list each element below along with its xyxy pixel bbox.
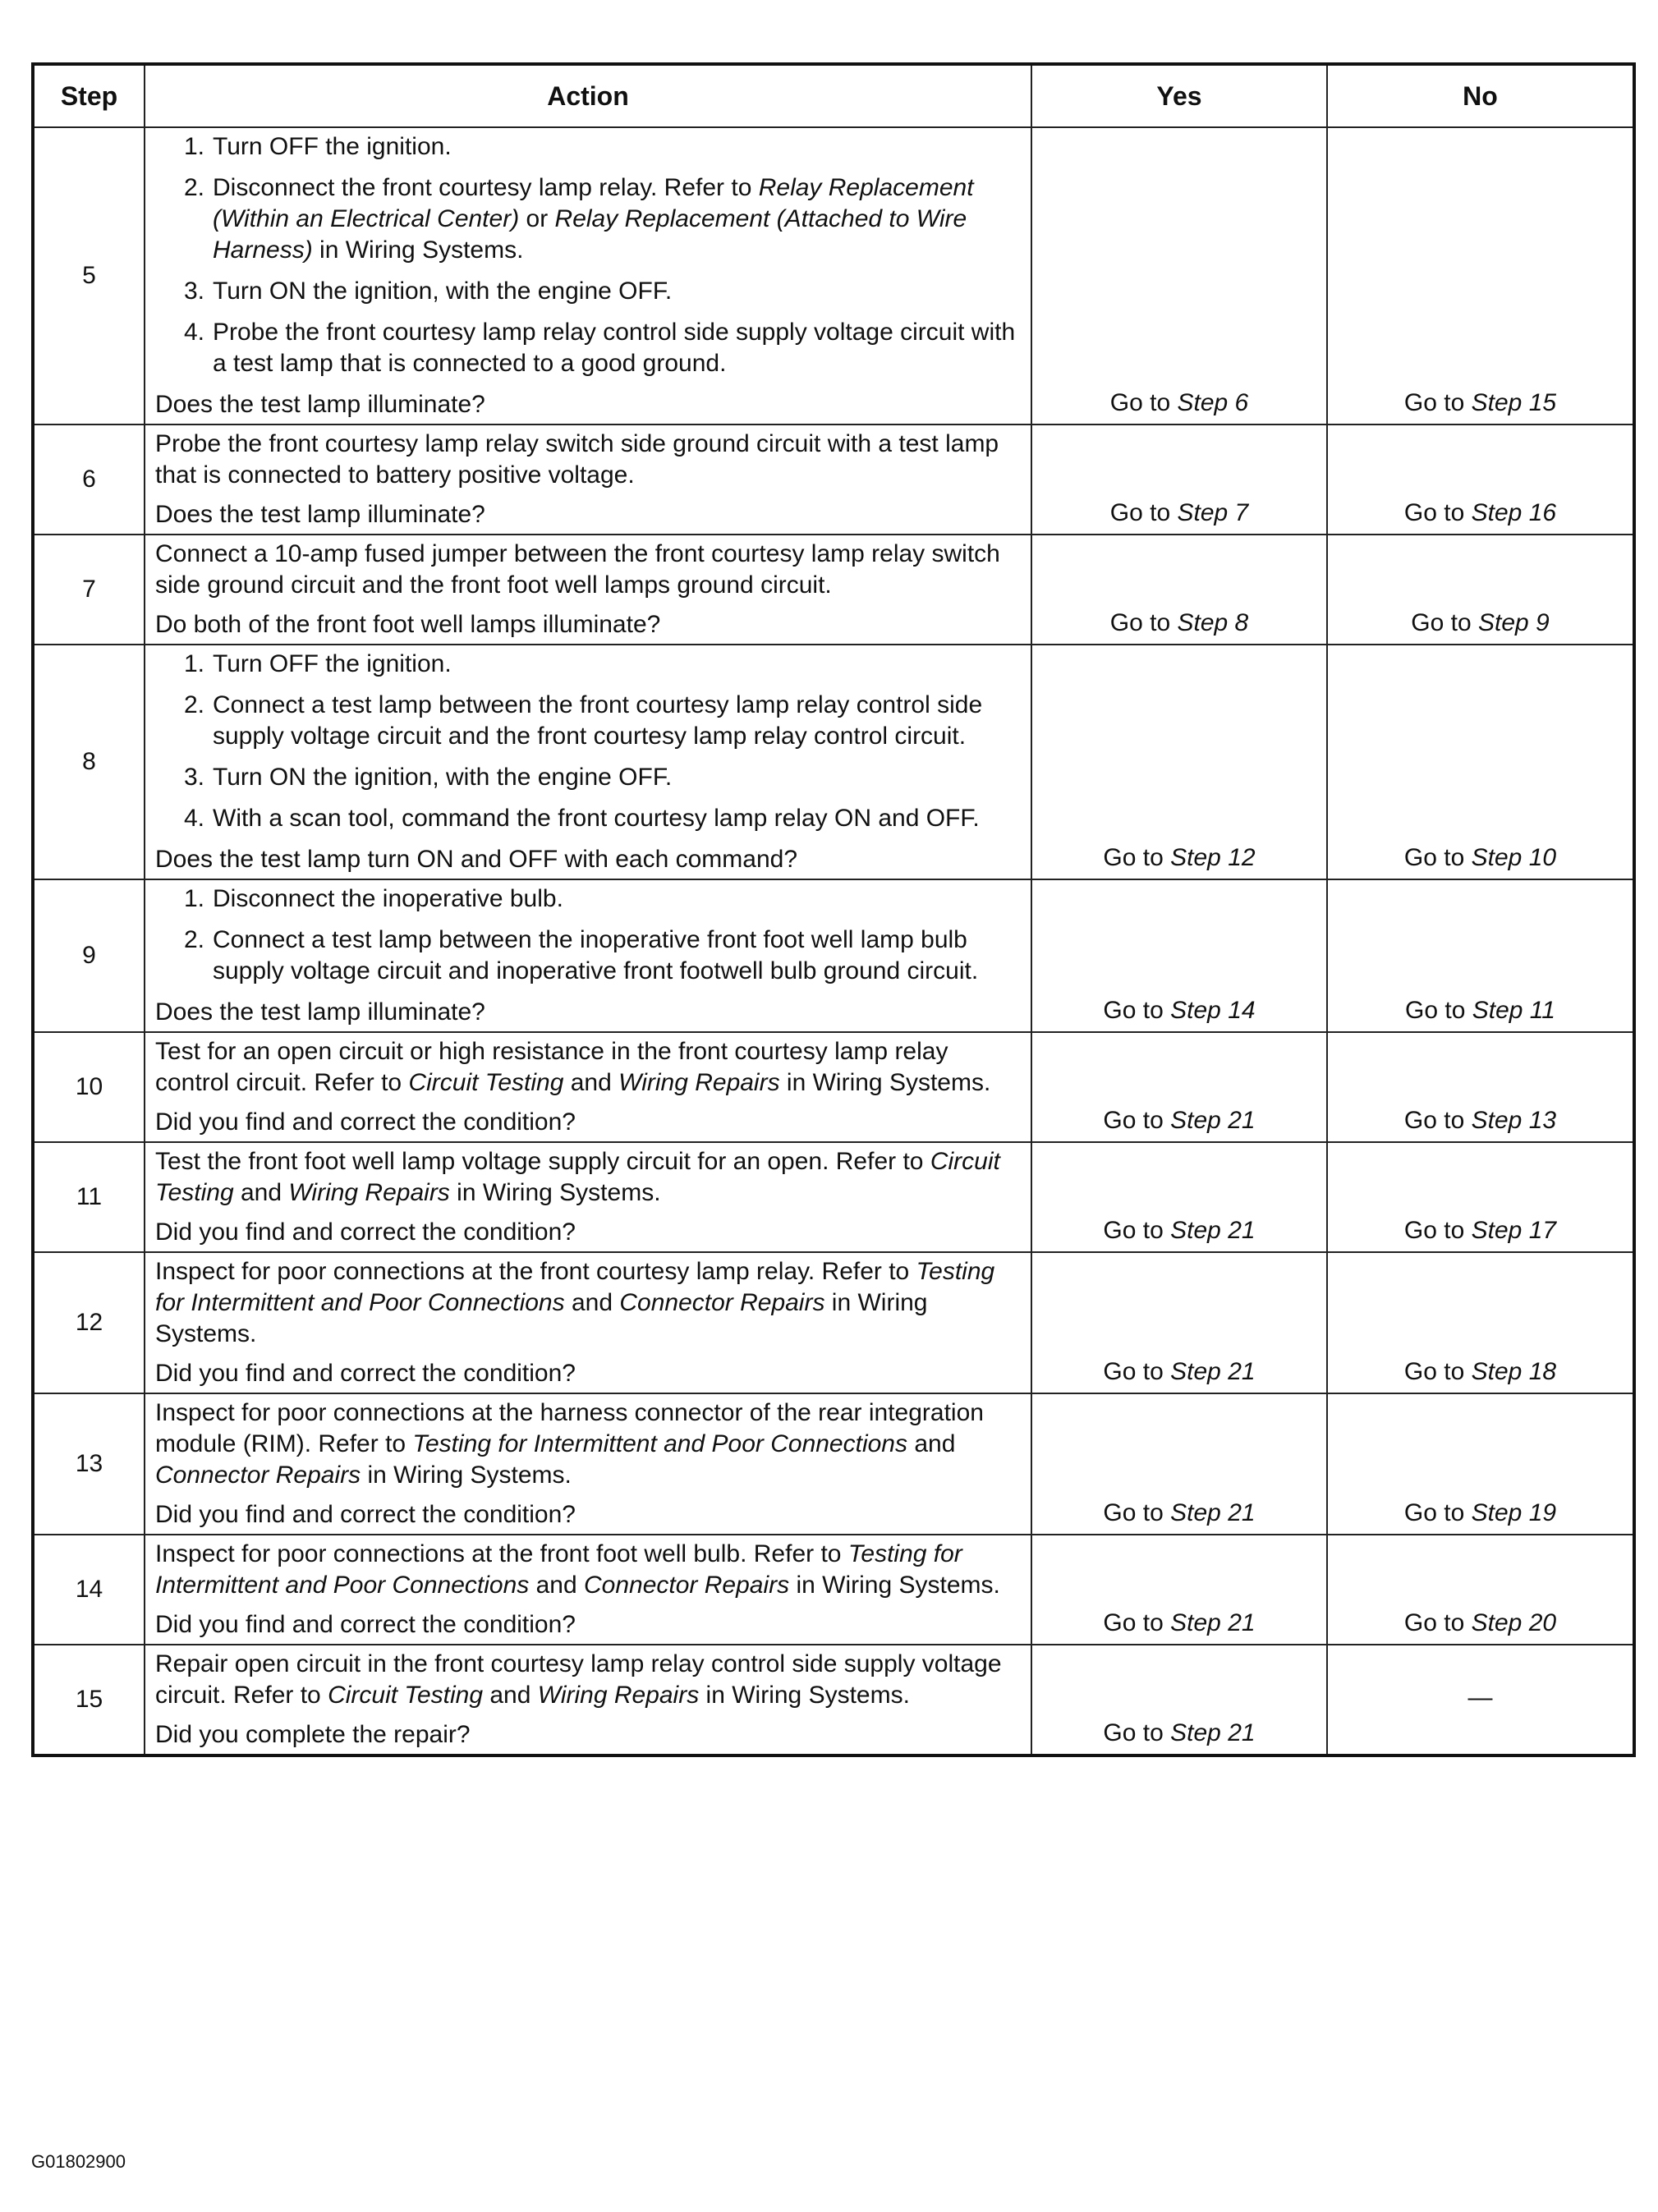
reference-text: Testing for Intermittent and Poor Connections <box>155 1540 962 1599</box>
action-text <box>155 539 1021 601</box>
goto-prefix: Go to <box>1403 499 1465 526</box>
goto-prefix: Go to <box>1109 389 1171 416</box>
goto-step-link: Step 18 <box>1471 1358 1557 1385</box>
goto-step-link: Step 9 <box>1477 609 1550 636</box>
list-item-text <box>213 172 1021 266</box>
list-item-text <box>213 690 1021 752</box>
reference-text: Testing for Intermittent and Poor Connections <box>155 1258 995 1316</box>
goto-step-link: Step 7 <box>1177 499 1249 526</box>
goto-prefix: Go to <box>1403 1358 1465 1385</box>
goto-prefix: Go to <box>1403 1217 1465 1244</box>
diagnostic-table-container <box>31 62 1633 1757</box>
list-item <box>155 172 1021 266</box>
step-number: 13 <box>33 1393 145 1535</box>
reference-text: Relay Replacement (Attached to Wire Harness) <box>213 205 967 264</box>
list-item-text <box>213 131 1021 163</box>
text-run: Inspect for poor connections at the front courtesy lamp relay. Refer to <box>155 1258 916 1285</box>
goto-step-link: Step 21 <box>1170 1499 1256 1526</box>
table-row <box>33 645 1634 879</box>
goto-prefix: Go to <box>1103 1609 1164 1636</box>
text-run: Inspect for poor connections at the front foot well bulb. Refer to <box>155 1540 848 1567</box>
yes-cell <box>1031 645 1327 879</box>
action-text <box>155 1036 1021 1099</box>
no-dash: — <box>1467 1683 1493 1711</box>
list-item-text <box>213 762 1021 793</box>
text-run: or <box>519 205 555 232</box>
header-step: Step <box>33 64 145 127</box>
action-cell <box>145 1142 1031 1252</box>
goto-prefix: Go to <box>1403 1499 1465 1526</box>
list-item <box>155 131 1021 163</box>
yes-cell <box>1031 535 1327 645</box>
goto-step-link: Step 21 <box>1170 1107 1256 1134</box>
text-run: Turn ON the ignition, with the engine OFF. <box>213 764 673 791</box>
goto-step-link: Step 15 <box>1471 389 1557 416</box>
text-run: Disconnect the front courtesy lamp relay. Refer to <box>213 174 759 201</box>
text-run: Probe the front courtesy lamp relay control side supply voltage circuit with a test lamp that is connected to a good ground. <box>213 319 1016 377</box>
step-number: 5 <box>33 127 145 425</box>
step-number: 12 <box>33 1252 145 1393</box>
text-run: Disconnect the inoperative bulb. <box>213 885 563 912</box>
no-cell <box>1327 127 1634 425</box>
goto-step-link: Step 21 <box>1170 1609 1256 1636</box>
goto-step-link: Step 21 <box>1170 1217 1256 1244</box>
reference-text: Relay Replacement (Within an Electrical Center) <box>213 174 974 232</box>
action-text <box>155 429 1021 491</box>
list-item-text <box>213 925 1021 987</box>
action-question: Did you complete the repair? <box>155 1721 471 1748</box>
table-row <box>33 879 1634 1032</box>
list-item <box>155 276 1021 307</box>
action-question: Does the test lamp illuminate? <box>155 391 485 418</box>
no-cell <box>1327 425 1634 535</box>
action-question: Do both of the front foot well lamps illuminate? <box>155 611 661 638</box>
yes-cell <box>1031 1645 1327 1755</box>
step-number: 6 <box>33 425 145 535</box>
table-body <box>33 127 1634 1755</box>
text-run: With a scan tool, command the front courtesy lamp relay ON and OFF. <box>213 805 980 832</box>
list-item <box>155 690 1021 752</box>
list-item <box>155 803 1021 834</box>
goto-step-link: Step 10 <box>1471 844 1557 871</box>
action-question: Did you find and correct the condition? <box>155 1360 576 1387</box>
goto-step-link: Step 21 <box>1170 1358 1256 1385</box>
text-run: and <box>529 1572 584 1599</box>
list-item <box>155 883 1021 915</box>
list-item-number: 1. <box>183 885 204 912</box>
goto-step-link: Step 14 <box>1170 997 1256 1024</box>
table-row <box>33 535 1634 645</box>
figure-id: G01802900 <box>31 2151 126 2172</box>
goto-step-link: Step 20 <box>1471 1609 1557 1636</box>
table-row <box>33 1645 1634 1755</box>
action-steps-list <box>155 131 1021 379</box>
list-item-number: 2. <box>183 926 204 953</box>
text-run: in Wiring Systems. <box>449 1179 661 1206</box>
step-number: 11 <box>33 1142 145 1252</box>
action-cell <box>145 1535 1031 1645</box>
no-cell <box>1327 879 1634 1032</box>
text-run: Connect a test lamp between the inoperative front foot well lamp bulb supply voltage circuit and inoperative front footwell bulb ground circuit. <box>213 926 979 984</box>
step-number: 7 <box>33 535 145 645</box>
text-run: Probe the front courtesy lamp relay switch side ground circuit with a test lamp that is connected to battery positive voltage. <box>155 430 999 489</box>
step-number: 8 <box>33 645 145 879</box>
text-run: Connect a 10-amp fused jumper between the front courtesy lamp relay switch side ground circuit and the front foot well lamps ground circuit. <box>155 540 1000 599</box>
goto-prefix: Go to <box>1103 844 1164 871</box>
text-run: Turn OFF the ignition. <box>213 133 452 160</box>
text-run: Inspect for poor connections at the harness connector of the rear integration module (RIM). Refer to <box>155 1399 984 1457</box>
action-question: Did you find and correct the condition? <box>155 1611 576 1638</box>
reference-text: Wiring Repairs <box>537 1682 700 1709</box>
text-run: and <box>233 1179 289 1206</box>
text-run: and <box>907 1430 956 1457</box>
list-item-text <box>213 649 1021 680</box>
step-number: 15 <box>33 1645 145 1755</box>
no-cell <box>1327 1142 1634 1252</box>
text-run: and <box>564 1289 620 1316</box>
action-steps-list <box>155 883 1021 987</box>
action-question: Did you find and correct the condition? <box>155 1501 576 1528</box>
action-cell <box>145 879 1031 1032</box>
list-item-number: 2. <box>183 174 204 201</box>
action-cell <box>145 425 1031 535</box>
goto-step-link: Step 8 <box>1177 609 1249 636</box>
action-cell <box>145 127 1031 425</box>
text-run: Turn OFF the ignition. <box>213 650 452 677</box>
no-cell <box>1327 1645 1634 1755</box>
text-run: and <box>563 1069 619 1096</box>
goto-step-link: Step 6 <box>1177 389 1249 416</box>
table-row <box>33 1142 1634 1252</box>
text-run: Test the front foot well lamp voltage supply circuit for an open. Refer to <box>155 1148 930 1175</box>
list-item-number: 4. <box>183 805 204 832</box>
goto-prefix: Go to <box>1109 609 1171 636</box>
goto-prefix: Go to <box>1103 1719 1164 1746</box>
list-item-number: 1. <box>183 650 204 677</box>
goto-step-link: Step 19 <box>1471 1499 1557 1526</box>
goto-step-link: Step 13 <box>1471 1107 1557 1134</box>
action-text <box>155 1397 1021 1491</box>
action-cell <box>145 1252 1031 1393</box>
action-question: Did you find and correct the condition? <box>155 1108 576 1136</box>
goto-prefix: Go to <box>1103 997 1164 1024</box>
list-item-text <box>213 803 1021 834</box>
action-steps-list <box>155 649 1021 834</box>
text-run: Test for an open circuit or high resistance in the front courtesy lamp relay control circuit. Refer to <box>155 1038 948 1096</box>
action-text <box>155 1146 1021 1209</box>
goto-prefix: Go to <box>1103 1358 1164 1385</box>
step-number: 9 <box>33 879 145 1032</box>
action-cell <box>145 1032 1031 1142</box>
table-row <box>33 1535 1634 1645</box>
list-item <box>155 925 1021 987</box>
goto-step-link: Step 21 <box>1170 1719 1256 1746</box>
yes-cell <box>1031 127 1327 425</box>
action-cell <box>145 535 1031 645</box>
reference-text: Connector Repairs <box>584 1572 790 1599</box>
text-run: in Wiring Systems. <box>699 1682 910 1709</box>
reference-text: Circuit Testing <box>155 1148 1000 1206</box>
text-run: in Wiring Systems. <box>361 1462 572 1489</box>
reference-text: Wiring Repairs <box>288 1179 450 1206</box>
action-cell <box>145 1393 1031 1535</box>
action-question: Does the test lamp illuminate? <box>155 501 485 528</box>
no-cell <box>1327 1535 1634 1645</box>
text-run: in Wiring Systems. <box>155 1289 928 1347</box>
no-cell <box>1327 1032 1634 1142</box>
no-cell <box>1327 535 1634 645</box>
reference-text: Connector Repairs <box>619 1289 825 1316</box>
action-cell <box>145 1645 1031 1755</box>
yes-cell <box>1031 1142 1327 1252</box>
list-item-number: 3. <box>183 278 204 305</box>
list-item-number: 3. <box>183 764 204 791</box>
goto-prefix: Go to <box>1411 609 1472 636</box>
table-row <box>33 1393 1634 1535</box>
goto-prefix: Go to <box>1403 389 1465 416</box>
list-item-number: 2. <box>183 691 204 718</box>
list-item <box>155 317 1021 379</box>
goto-step-link: Step 16 <box>1471 499 1557 526</box>
no-cell <box>1327 1252 1634 1393</box>
reference-text: Circuit Testing <box>408 1069 564 1096</box>
goto-step-link: Step 11 <box>1472 997 1555 1024</box>
list-item-number: 4. <box>183 319 204 346</box>
list-item-text <box>213 883 1021 915</box>
yes-cell <box>1031 1032 1327 1142</box>
step-number: 14 <box>33 1535 145 1645</box>
diagnostic-table <box>31 62 1636 1757</box>
yes-cell <box>1031 1252 1327 1393</box>
goto-prefix: Go to <box>1109 499 1171 526</box>
reference-text: Connector Repairs <box>155 1462 361 1489</box>
goto-step-link: Step 17 <box>1471 1217 1557 1244</box>
list-item <box>155 762 1021 793</box>
text-run: and <box>483 1682 538 1709</box>
goto-prefix: Go to <box>1403 1107 1465 1134</box>
yes-cell <box>1031 879 1327 1032</box>
yes-cell <box>1031 1535 1327 1645</box>
list-item-text <box>213 317 1021 379</box>
goto-prefix: Go to <box>1103 1107 1164 1134</box>
action-question: Does the test lamp turn ON and OFF with each command? <box>155 846 798 873</box>
list-item-number: 1. <box>183 133 204 160</box>
yes-cell <box>1031 425 1327 535</box>
goto-prefix: Go to <box>1403 844 1465 871</box>
table-row <box>33 1252 1634 1393</box>
goto-prefix: Go to <box>1405 997 1466 1024</box>
action-question: Did you find and correct the condition? <box>155 1218 576 1246</box>
goto-prefix: Go to <box>1403 1609 1465 1636</box>
goto-prefix: Go to <box>1103 1217 1164 1244</box>
action-question: Does the test lamp illuminate? <box>155 998 485 1026</box>
action-text <box>155 1539 1021 1601</box>
goto-step-link: Step 12 <box>1170 844 1256 871</box>
action-text <box>155 1649 1021 1711</box>
table-header-row <box>33 64 1634 127</box>
header-no: No <box>1327 64 1634 127</box>
reference-text: Circuit Testing <box>328 1682 484 1709</box>
text-run: in Wiring Systems. <box>779 1069 991 1096</box>
text-run: in Wiring Systems. <box>312 236 524 264</box>
text-run: Turn ON the ignition, with the engine OFF. <box>213 278 673 305</box>
action-cell <box>145 645 1031 879</box>
yes-cell <box>1031 1393 1327 1535</box>
no-cell <box>1327 645 1634 879</box>
header-action: Action <box>145 64 1031 127</box>
text-run: Repair open circuit in the front courtesy lamp relay control side supply voltage circuit. Refer to <box>155 1650 1002 1709</box>
reference-text: Testing for Intermittent and Poor Connections <box>412 1430 907 1457</box>
list-item-text <box>213 276 1021 307</box>
no-cell <box>1327 1393 1634 1535</box>
action-text <box>155 1256 1021 1350</box>
table-row <box>33 425 1634 535</box>
step-number: 10 <box>33 1032 145 1142</box>
list-item <box>155 649 1021 680</box>
table-row <box>33 127 1634 425</box>
text-run: in Wiring Systems. <box>789 1572 1000 1599</box>
header-yes: Yes <box>1031 64 1327 127</box>
reference-text: Wiring Repairs <box>618 1069 780 1096</box>
text-run: Connect a test lamp between the front courtesy lamp relay control side supply voltage circuit and the front courtesy lamp relay control circuit. <box>213 691 983 750</box>
goto-prefix: Go to <box>1103 1499 1164 1526</box>
table-row <box>33 1032 1634 1142</box>
